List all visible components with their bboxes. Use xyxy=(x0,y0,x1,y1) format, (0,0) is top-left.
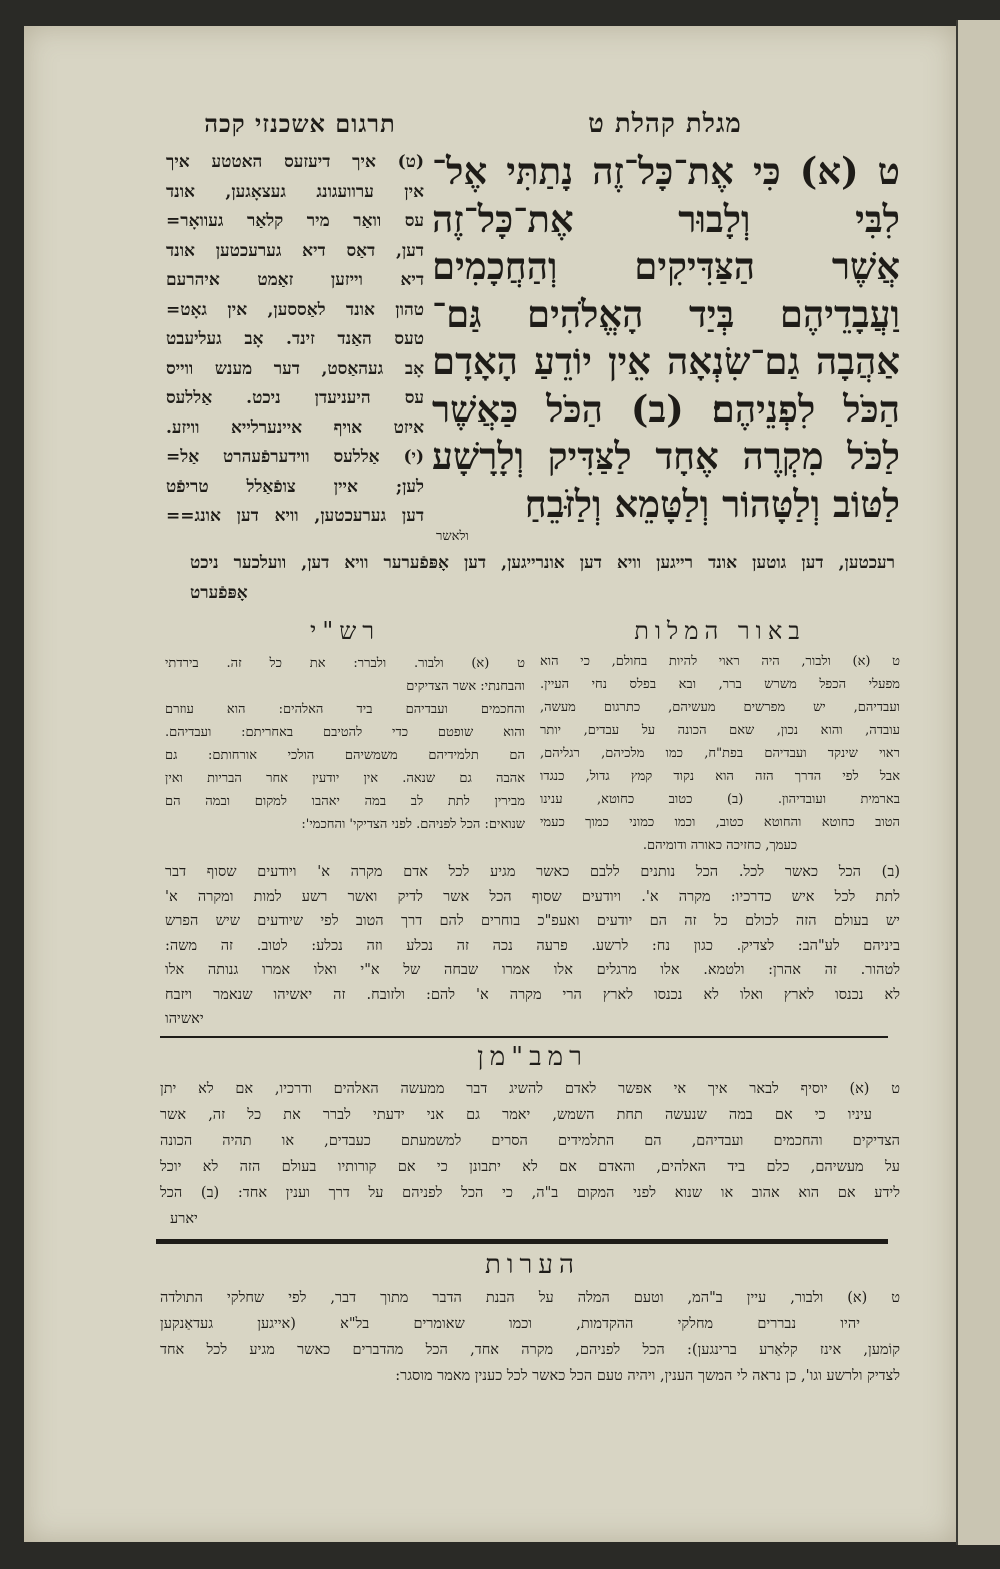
text-line: עס וואַר מיר קלאַר געוואָר= xyxy=(166,211,424,231)
targum-column xyxy=(166,148,424,532)
text-line: והבחנתי: אשר הצדיקים xyxy=(406,679,525,694)
biur-column xyxy=(540,650,900,857)
text-line: קוֹמען, אינז קלאַרע ברינגען): הכל לפניהם, מקרה אחד, הכל מהדברים כאשר מגיע לכל אחד xyxy=(160,1342,900,1358)
adjacent-page-edge xyxy=(956,20,1000,1545)
text-line: טהון אונד לאַססען, אין גאָט= xyxy=(166,299,424,320)
text-line: (י) אַללעס ווידערפֿעהרט אַל= xyxy=(166,447,424,467)
text-line: עיניו כי אם במה שנעשה תחת השמש, יאמר גם אני ידעתי לברר את כל זה, אשר xyxy=(160,1107,872,1123)
text-line: דען גערעכטען, וויא דען אונג== xyxy=(166,506,424,526)
text-line: לטהור. זה אהרן: ולטמא. אלו מרגלים אלו אמרו שבחה של א"י ואלו אמרו גנותה אלו xyxy=(165,962,900,978)
text-line: ט (א) ולבור. ולברר: את כל זה. בירדתי xyxy=(165,656,525,671)
text-line: יארע xyxy=(170,1211,198,1227)
text-line: אֲשֶׁר הַצַּדִּיקִים וְהַחֲכָמִים xyxy=(432,244,900,288)
text-line: לען; איין צופֿאַלל טריפֿט xyxy=(166,476,424,497)
haarot-heading: הערות xyxy=(485,1250,580,1280)
text-line: הטוב כחוטא והחוטא כטוב, וכמו כמוני כמוך כעמי xyxy=(540,815,900,830)
text-line: לא נכנסו לארץ ואלו לא נכנסו לארץ הרי מקרה א' להם: ולזובח. זה יאשיהו שנאמר ויזבח xyxy=(165,986,900,1003)
text-line: רעכטען, דען גוטען אונד רייגען וויא דען אונרייגען, דען אָפּפֿערער וויא דען, וועלכער ניכט xyxy=(190,553,895,573)
text-line: ביניהם לע"הב: לצדיק. כגון נח: לרשע. פרעה נכה זה נכלע וזה נכלע: לטוב. זה משה: xyxy=(165,937,900,954)
text-line: עובדה, והוא נכון, שאם הכונה על עבדים, יותר xyxy=(540,723,900,738)
text-line: ראוי שינקד ועבדיהם בפת"ח, כמו מלכיהם, רגליהם, xyxy=(540,746,900,761)
text-line: הַכֹּל לִפְנֵיהֶם׃ (ב) הַכֹּל כַּאֲשֶׁר xyxy=(432,386,900,431)
text-line: וַעֲבָדֵיהֶם בְּיַד הָאֱלֹהִים גַּם־ xyxy=(432,291,900,336)
text-line: ט (א) ולבור, עיין ב"המ, וטעם המלה על הבנת הדבר מתוך דבר, לפי שחלקי התולדה xyxy=(160,1290,900,1306)
text-line: לַטּוֹב וְלַטָּהוֹר וְלַטָּמֵא וְלַזֹּבֵחַ xyxy=(524,481,900,526)
ramban-heading: רמב"מן xyxy=(477,1042,588,1072)
text-line: אָב געהאַסט, דער מענש ווייס xyxy=(166,358,424,379)
targum-continuation xyxy=(190,548,895,608)
text-line: בארמית ועובדיהון. (ב) כטוב כחוטא, ענינו xyxy=(540,792,900,807)
catchword: ולאשר xyxy=(436,529,469,544)
text-line: והוא שופטם כדי להטיבם באחריתם: ועבדיהם. xyxy=(165,725,525,740)
text-line: לידע אם הוא אהוב או שנוא לפני המקום ב"ה, כי הכל לפניהם על דרך וענין אחד: (ב) הכל xyxy=(160,1185,900,1201)
text-line: טעס האַנד זינד. אָב געליעבט xyxy=(166,329,424,349)
text-line: כעמך, כחזיכה כאורה ודומיהם. xyxy=(642,838,798,853)
divider xyxy=(160,1036,888,1038)
text-line: לצדיק ולרשע וגו', כן נראה לי המשך הענין, ויהיה טעם הכל כאשר לכל כענין מאמר מוסגר: xyxy=(395,1368,900,1384)
text-line: ט (א) ולבור, היה ראוי להיות בחולם, כי הוא xyxy=(540,654,900,669)
text-line: הם תלמידיהם משמשיהם הולכי אורחותם: גם xyxy=(165,748,525,763)
text-line: הצדיקים והחכמים ועבדיהם, הם התלמידים הסרים למשמעתם כעבדים, או תהיה הכונה xyxy=(160,1133,900,1149)
text-line: יהיו נבררים מחלקי ההקדמות, וכמו שאומרים בל"א (אייגען געדאַנקען xyxy=(160,1316,860,1332)
text-line: לַכֹּל מִקְרֶה אֶחָד לַצַּדִּיק וְלָרָשָׁע xyxy=(432,434,900,478)
text-line: לִבִּי וְלָבוּר אֶת־כָּל־זֶה xyxy=(432,196,900,241)
text-line: שנואים: הכל לפניהם. לפני הצדיקי' והחכמי': xyxy=(301,817,525,832)
text-line: והחכמים ועבדיהם ביד האלהים: הוא עוזרם xyxy=(165,702,525,717)
rashi-heading: רש"י xyxy=(309,617,381,645)
scripture-text xyxy=(432,148,900,528)
text-line: (ט) איך דיעזעס האטטע איך xyxy=(166,152,424,172)
text-line: עס היעניעדן ניכט. אַללעס xyxy=(166,388,424,408)
text-line: מבירין לתת לב במה יאהבו למקום ובמה הם xyxy=(165,794,525,809)
text-line: יש בעולם הזה לכולם כל זה הם יודעים ואעפ"כ בוחרים להם דרך הטוב לפי שיודעים שיש הפרש xyxy=(165,913,900,929)
haarot-notes xyxy=(160,1285,900,1389)
text-line: ועבדיהם, יש מפרשים מעשיהם, כתרגום מעשה, xyxy=(540,700,900,715)
rashi-continuation xyxy=(165,860,900,1032)
text-line: מפעלי הכפל משרש ברר, ובא בפלס נחי העיין. xyxy=(540,677,900,692)
biur-heading: באור המלות xyxy=(634,617,806,645)
thick-divider xyxy=(156,1239,888,1244)
text-line: אהבה גם שנאה. אין יודעין אחר הבריות ואין xyxy=(165,771,525,786)
text-line: ט (א) כִּי אֶת־כָּל־זֶה נָתַתִּי אֶל־ xyxy=(432,149,900,193)
ramban-commentary xyxy=(160,1076,900,1232)
text-line: יאשיהו xyxy=(165,1011,204,1027)
rashi-column xyxy=(165,652,525,836)
text-line: איזט אויף איינערלייא וויזע. xyxy=(166,417,424,438)
text-line: אין ערוועגונג געצאָגען, אונד xyxy=(166,181,424,202)
text-line: אַהֲבָה גַם־שִׂנְאָה אֵין יוֹדֵעַ הָאָדָם xyxy=(432,339,900,383)
text-line: על מעשיהם, כלם ביד האלהים, והאדם אם לא יתבונן כי אם קורותיו בעולם הזה לא יוכל xyxy=(160,1159,900,1175)
text-line: אָפּפֿערט xyxy=(190,583,248,603)
text-line: לתת לכל איש כדרכיו: מקרה א'. ויודעים שסוף הכל אשר לדיק ואשר רשע למות ומקרה א' xyxy=(165,888,900,905)
text-line: דיא וייזען זאַמט איהרעם xyxy=(166,270,424,290)
running-head-targum: תרגום אשכנזי קכה xyxy=(204,109,396,138)
text-line: (ב) הכל כאשר לכל. הכל נותנים ללבם כאשר מגיע לכל אדם מקרה א' ויודעים שסוף דבר xyxy=(165,864,900,880)
text-line: ט (א) יוסיף לבאר איך אי אפשר לאדם להשיג דבר ממעשה האלהים ודרכיו, אם לא יתן xyxy=(160,1081,900,1097)
text-line: אבל לפי הדרך הזה הוא נקוד קמץ גדול, כנגדו xyxy=(540,769,900,784)
running-head-megillah: מגלת קהלת ט xyxy=(588,109,742,139)
text-line: דען, דאַס דיא גערעכטען אונד xyxy=(166,240,424,261)
